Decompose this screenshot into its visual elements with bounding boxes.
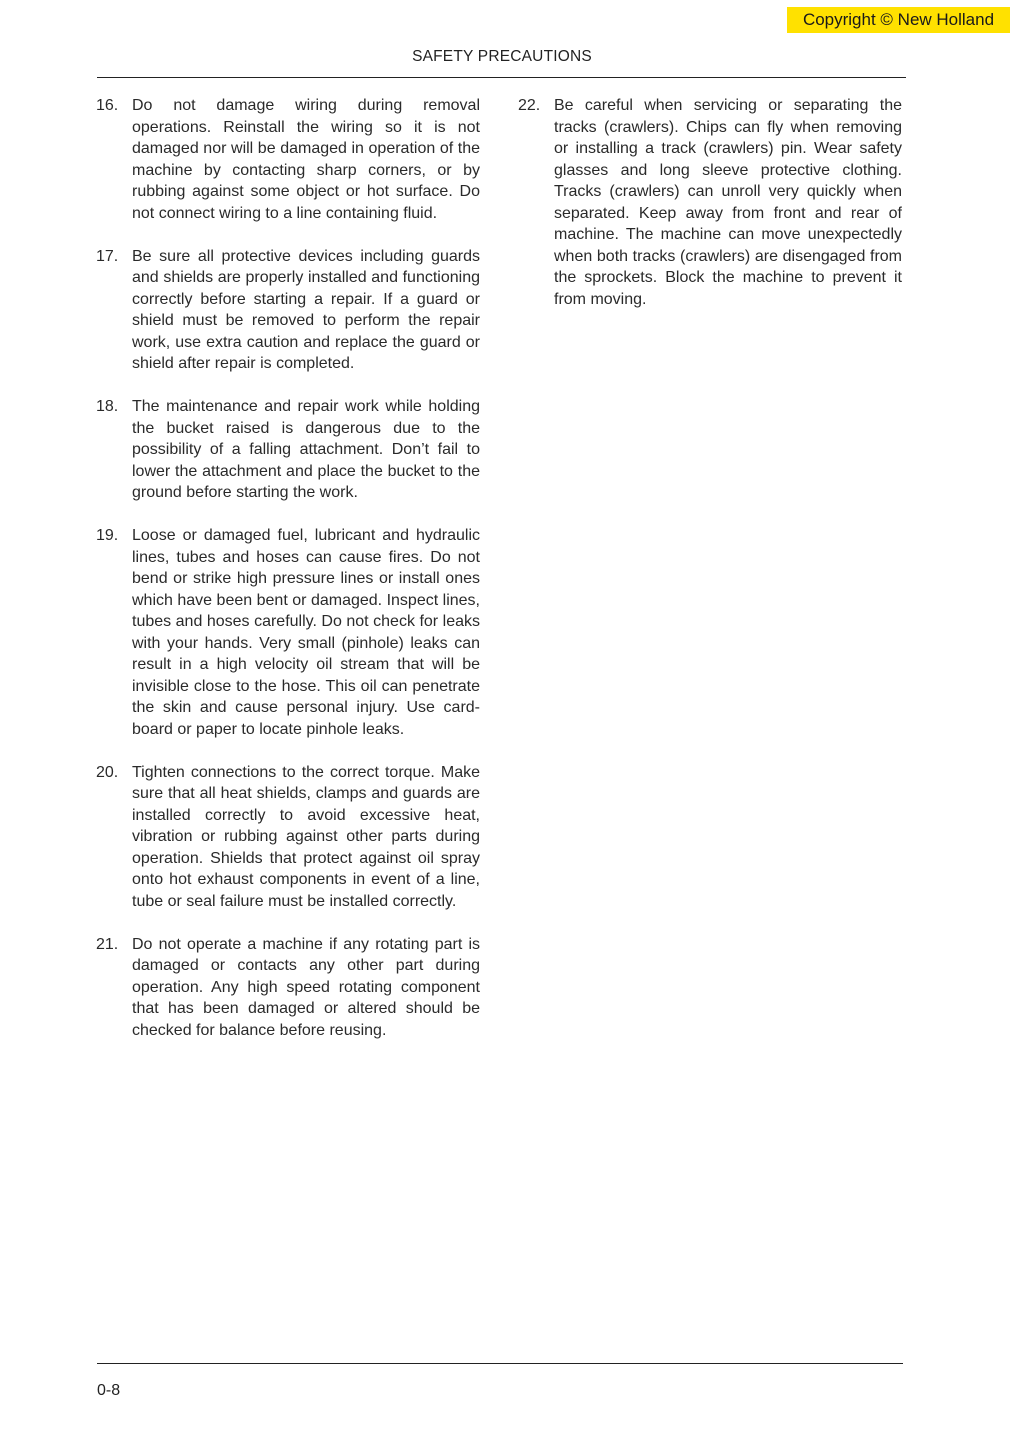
list-item — [96, 934, 480, 1042]
page-title: SAFETY PRECAUTIONS — [412, 48, 592, 65]
left-column — [96, 95, 480, 1063]
item-number: 20. — [96, 763, 119, 781]
item-number: 16. — [96, 97, 119, 114]
item-number: 22. — [518, 97, 541, 114]
footer-divider — [97, 1363, 903, 1364]
item-text: Be sure all protective devices including guards and shields are properly installed and functioning correctly before starting a repair. If a guard or shield must be removed to perform the repair work, use extra caution and replace the guard or shield after repair is completed. — [132, 247, 480, 372]
right-column — [518, 95, 902, 332]
page-number: 0-8 — [97, 1382, 121, 1399]
list-item — [96, 762, 480, 913]
item-number: 17. — [96, 247, 119, 265]
list-item — [96, 525, 480, 740]
item-number: 19. — [96, 527, 119, 544]
item-text: Do not operate a machine if any rotating part is damaged or contacts any other part during operation. Any high speed rotating component that has been damaged or altered should be checked for balance before reusing. — [132, 935, 480, 1039]
item-number: 21. — [96, 935, 119, 953]
list-item — [96, 246, 480, 375]
item-text: Do not damage wiring during removal operations. Reinstall the wiring so it is not damaged nor will be damaged in operation of the machine by contacting sharp corners, or by rubbing against some object or hot surface. Do not connect wiring to a line containing fluid. — [132, 97, 480, 222]
item-text: Loose or damaged fuel, lubricant and hydraulic lines, tubes and hoses can cause fires. Do not bend or strike high pressure lines or install ones which have been bent or damaged. Inspect lines, tubes and hoses carefully. Do not check for leaks with your hands. Very small (pinhole) leaks can result in a high velocity oil stream that will be invisible close to the hose. This oil can penetrate the skin and cause personal injury. Use card-board or paper to locate pinhole leaks. — [132, 527, 480, 738]
copyright-badge: Copyright © New Holland — [787, 7, 1010, 33]
header-divider — [97, 77, 906, 78]
item-text: Tighten connections to the correct torque. Make sure that all heat shields, clamps and guards are installed correctly to avoid excessive heat, vibration or rubbing against other parts during operation. Shields that protect against oil spray onto hot exhaust components in event of a line, tube or seal failure must be installed correctly. — [132, 763, 480, 910]
list-item — [96, 396, 480, 504]
list-item — [518, 95, 902, 310]
list-item — [96, 95, 480, 224]
item-text: Be careful when servicing or separating the tracks (crawlers). Chips can fly when removing or installing a track (crawlers) pin. Wear safety glasses and long sleeve protective clothing. Tracks (crawlers) can unroll very quickly when separated. Keep away from front and rear of machine. The machine can move unexpectedly when both tracks (crawlers) are disengaged from the sprockets. Block the machine to prevent it from moving. — [554, 97, 902, 308]
item-text: The maintenance and repair work while holding the bucket raised is dangerous due to the possibility of a falling attachment. Don’t fail to lower the attachment and place the bucket to the ground before starting the work. — [132, 398, 480, 501]
item-number: 18. — [96, 398, 119, 415]
